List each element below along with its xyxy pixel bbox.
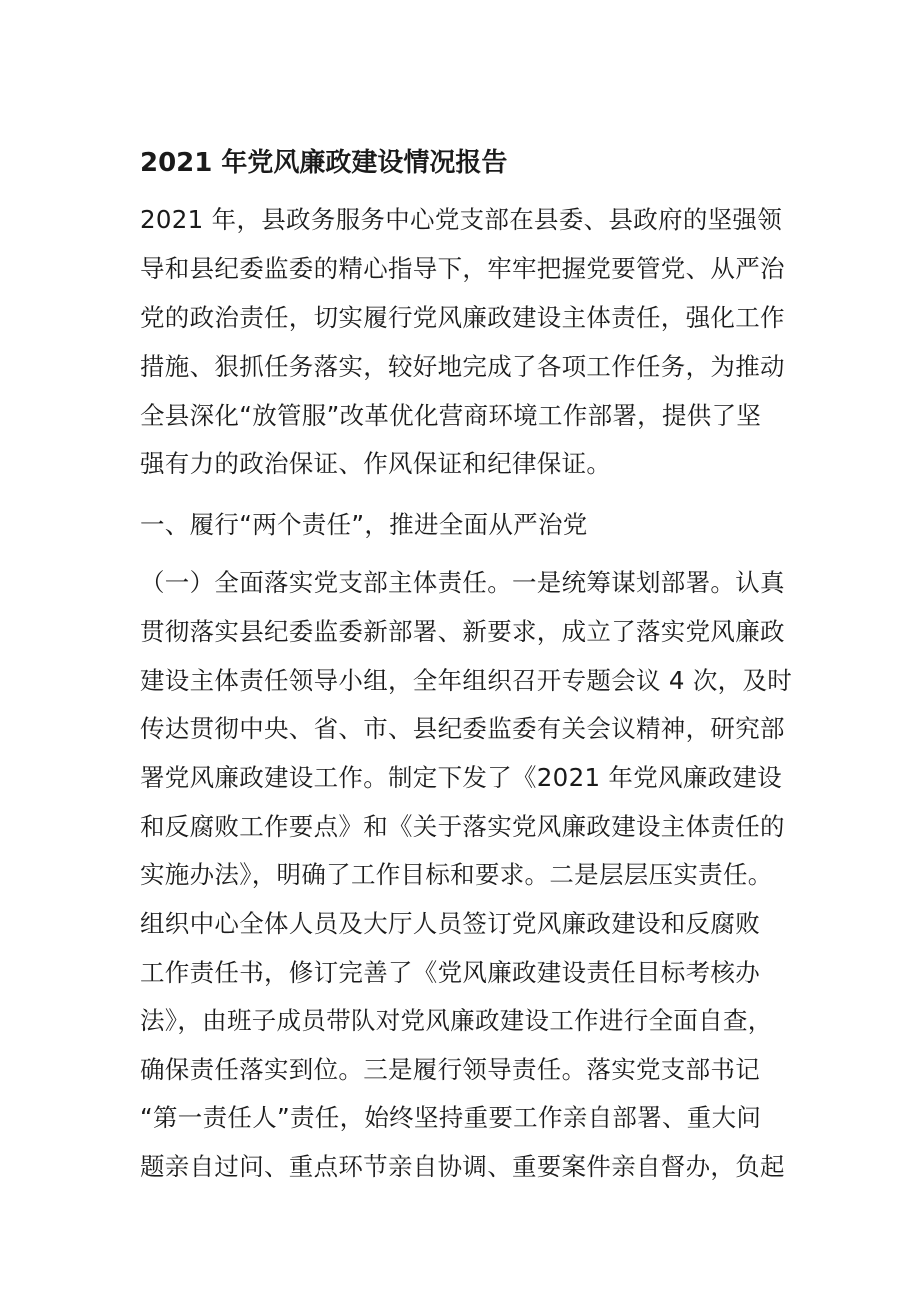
intro-line: 全县深化“放管服”改革优化营商环境工作部署，提供了坚 xyxy=(140,401,762,430)
intro-line: 2021 年，县政务服务中心党支部在县委、县政府的坚强领 xyxy=(140,205,783,234)
section-line: 组织中心全体人员及大厅人员签订党风廉政建设和反腐败 xyxy=(140,909,760,938)
section-line: 建设主体责任领导小组，全年组织召开专题会议 4 次，及时 xyxy=(140,666,793,695)
section-line: 法》，由班子成员带队对党风廉政建设工作进行全面自查， xyxy=(140,1006,773,1035)
intro-line: 强有力的政治保证、作风保证和纪律保证。 xyxy=(140,449,612,478)
section-heading: 一、履行“两个责任”，推进全面从严治党 xyxy=(140,510,588,539)
section-line: 实施办法》，明确了工作目标和要求。二是层层压实责任。 xyxy=(140,860,773,889)
section-line: （一）全面落实党支部主体责任。一是统筹谋划部署。认真 xyxy=(140,568,785,597)
section-line: 传达贯彻中央、省、市、县纪委监委有关会议精神，研究部 xyxy=(140,714,785,743)
section-line: 贯彻落实县纪委监委新部署、新要求，成立了落实党风廉政 xyxy=(140,617,785,646)
section-line: “第一责任人”责任，始终坚持重要工作亲自部署、重大问 xyxy=(140,1103,762,1132)
section-line: 题亲自过问、重点环节亲自协调、重要案件亲自督办，负起 xyxy=(140,1152,785,1181)
intro-line: 导和县纪委监委的精心指导下，牢牢把握党要管党、从严治 xyxy=(140,254,785,283)
section-line: 确保责任落实到位。三是履行领导责任。落实党支部书记 xyxy=(140,1055,760,1084)
intro-line: 党的政治责任，切实履行党风廉政建设主体责任，强化工作 xyxy=(140,303,785,332)
section-line: 工作责任书，修订完善了《党风廉政建设责任目标考核办 xyxy=(140,958,760,987)
section-line: 和反腐败工作要点》和《关于落实党风廉政建设主体责任的 xyxy=(140,812,785,841)
intro-line: 措施、狠抓任务落实，较好地完成了各项工作任务，为推动 xyxy=(140,352,785,381)
document-title: 2021 年党风廉政建设情况报告 xyxy=(140,148,508,178)
section-line: 署党风廉政建设工作。制定下发了《2021 年党风廉政建设 xyxy=(140,763,783,792)
